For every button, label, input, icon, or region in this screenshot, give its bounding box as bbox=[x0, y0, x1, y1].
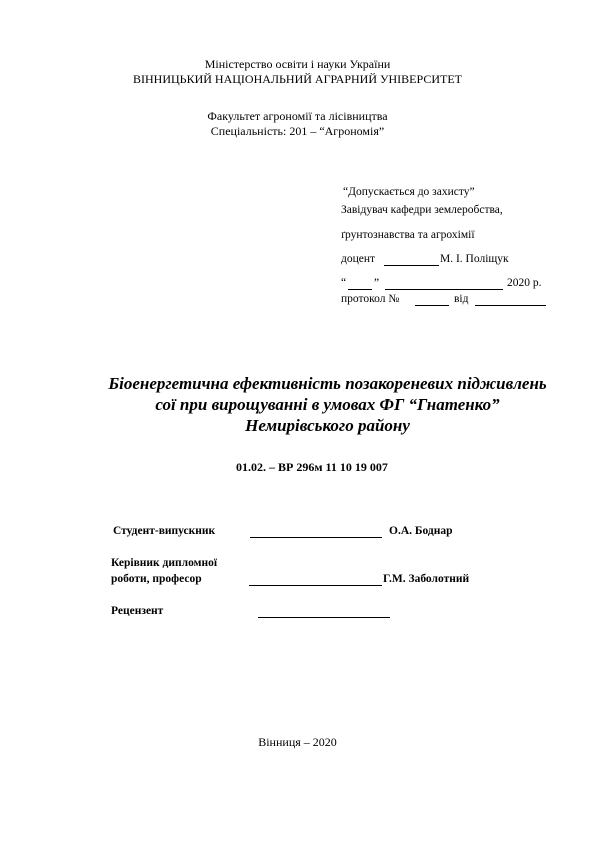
thesis-title-line2: сої при вирощуванні в умовах ФГ “Гнатенко” bbox=[155, 395, 500, 414]
supervisor-label-line1: Керівник дипломної bbox=[111, 557, 218, 569]
thesis-title-line3: Немирівського району bbox=[245, 416, 410, 435]
supervisor-name: Г.М. Заболотний bbox=[383, 573, 470, 585]
thesis-title-line1: Біоенергетична ефективність позакореневих підживлень bbox=[108, 374, 547, 393]
supervisor-signature-line bbox=[249, 585, 382, 586]
head-of-department-line2: ґрунтознавства та агрохімії bbox=[341, 229, 475, 241]
thesis-code: 01.02. – ВР 296м 11 10 19 007 bbox=[236, 460, 388, 474]
protocol-number-line bbox=[415, 305, 449, 306]
place-and-year: Вінниця – 2020 bbox=[258, 735, 337, 749]
supervisor-label-line2: роботи, професор bbox=[111, 573, 202, 585]
reviewer-label: Рецензент bbox=[111, 605, 164, 617]
protocol-date-line bbox=[475, 305, 546, 306]
date-quote-open: “ bbox=[341, 277, 347, 289]
student-label: Студент-випускник bbox=[113, 525, 216, 537]
head-of-department-line1: Завідувач кафедри землеробства, bbox=[341, 204, 503, 216]
university-name: ВІННИЦЬКИЙ НАЦІОНАЛЬНИЙ АГРАРНИЙ УНІВЕРСИТЕТ bbox=[133, 72, 462, 86]
date-month-line bbox=[385, 289, 503, 290]
faculty-name: Факультет агрономії та лісівництва bbox=[207, 109, 388, 123]
date-quote-close: ” bbox=[374, 277, 380, 289]
docent-prefix: доцент bbox=[341, 253, 376, 265]
protocol-label: протокол № bbox=[341, 293, 400, 305]
docent-name: М. І. Поліщук bbox=[440, 253, 509, 265]
reviewer-signature-line bbox=[258, 617, 390, 618]
student-name: О.А. Боднар bbox=[389, 525, 453, 537]
protocol-from-label: від bbox=[454, 293, 469, 305]
admitted-label: “Допускається до захисту” bbox=[343, 186, 475, 198]
date-year: 2020 р. bbox=[507, 277, 542, 289]
student-signature-line bbox=[250, 537, 382, 538]
date-day-line bbox=[348, 289, 372, 290]
specialty-name: Спеціальність: 201 – “Агрономія” bbox=[210, 124, 385, 138]
ministry-name: Міністерство освіти і науки України bbox=[204, 57, 391, 71]
docent-signature-line bbox=[384, 265, 439, 266]
